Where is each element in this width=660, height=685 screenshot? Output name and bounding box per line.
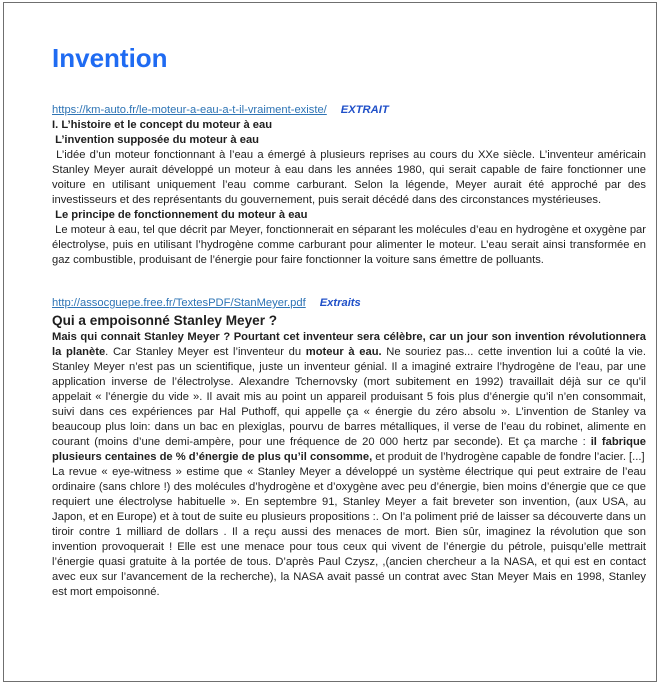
section-body [52, 311, 646, 600]
text-run: Le principe de fonctionnement du moteur à eau [52, 209, 308, 221]
paragraph [52, 148, 646, 208]
document-page [3, 2, 657, 682]
source-line [52, 102, 646, 118]
text-run: Ne souriez pas... cette invention lui a coûté la vie. Stanley Meyer n’est pas un scientifique, juste un inventeur génial. Il a imaginé extraire l’hydrogène de l’eau, par une application inverse de l’électrolyse. Alexandre Tchernovsky (mort subitement en 1992) travaillait déjà sur ce qu’il appelait « l’énergie du vide ». Il avait mis au point un appareil produisant 5 fois plus d’énergie qu’il n’en consommait, suivi dans ces expériences par Hal Puthoff, qui appelle ça « énergie du zéro absolu ». L’invention de Stanley va beaucoup plus loin: dans un bac en plexiglas, pourvu de barres métalliques, il verse de l’eau du robinet, alimente en courant (moins d’une demi-ampère, pour une fréquence de 20 000 hertz par seconde). Et ça marche : [52, 346, 647, 448]
text-run: Qui a empoisonné Stanley Meyer ? [52, 313, 278, 328]
text-run: moteur à eau. [305, 346, 382, 358]
text-run: I. L’histoire et le concept du moteur à eau [52, 119, 273, 131]
text-run: Le moteur à eau, tel que décrit par Meyer, fonctionnerait en séparant les molécules d’eau en hydrogène et oxygène par électrolyse, puis en utilisant l’hydrogène comme carburant pour alimenter le moteur. L’eau serait ainsi transformée en gaz combustible, produisant de l’énergie pour faire fonctionner la voiture sans émettre de polluants. [52, 224, 646, 266]
paragraph [52, 465, 646, 600]
section-km-auto [52, 102, 646, 268]
source-line [52, 295, 646, 311]
source-link[interactable]: http://assocguepe.free.fr/TextesPDF/StanMeyer.pdf [52, 297, 306, 309]
section-body [52, 118, 646, 268]
text-run: et produit de l’hydrogène capable de fondre l’acier. [...] [372, 451, 645, 463]
section-stan-meyer [52, 295, 646, 600]
paragraph [52, 330, 646, 465]
text-run: L’idée d’un moteur fonctionnant à l’eau a émergé à plusieurs reprises au cours du XXe siècle. L’inventeur américain Stanley Meyer aurait développé un moteur à eau dans les années 1980, qui serait capable de faire fonctionner une voiture en utilisant uniquement l’eau comme carburant. Selon la légende, Meyer aurait été approché par des investisseurs et des représentants du gouvernement, puis serait décédé dans des circonstances mystérieuses. [52, 149, 646, 206]
text-run: La revue « eye-witness » estime que « Stanley Meyer a développé un système électrique qui peut extraire de l’eau ordinaire (sans chlore !) des molécules d’hydrogène et d’oxygène avec peu d’énergie, bien moins d’énergie que ce que requiert une électrolyse habituelle ». En septembre 91, Stanley Meyer a fait breveter son invention, (aux USA, au Japon, et en Europe) et à tout de suite eu plusieurs propositions :. On l’a poliment prié de laisser sa découverte dans un tiroir contre 1 milliard de dollars . Il a reçu aussi des menaces de mort. Bien sûr, imaginez la révolution que son invention provoquerait ! Elle est une menace pour tous ceux qui vivent de l’énergie du pétrole, puisqu’elle mettrait l’énergie quasi gratuite à la portée de tous. D’après Paul Czysz, ,(ancien chercheur a la NASA, et qui est en contact avec eux sur l’avancement de la recherche), la NASA avait passé un contrat avec Stan Meyer Mais en 1998, Stanley est mort empoisonné. [52, 466, 646, 598]
section-heading [52, 311, 646, 330]
text-run: L’invention supposée du moteur à eau [52, 134, 260, 146]
text-run: Mais qui connait Stanley Meyer ? Pourtant cet inventeur sera célèbre, car un jour son invention révolutionnera la planète [52, 331, 646, 358]
section-heading [52, 133, 646, 148]
paragraph [52, 223, 646, 268]
text-run: il fabrique plusieurs centaines de % d’énergie de plus qu’il consomme, [52, 436, 646, 463]
source-link[interactable]: https://km-auto.fr/le-moteur-a-eau-a-t-il-vraiment-existe/ [52, 104, 327, 116]
text-run: . Car Stanley Meyer est l’inventeur du [105, 346, 306, 358]
section-heading [52, 118, 646, 133]
page-title: Invention [52, 43, 168, 73]
extract-tag: EXTRAIT [340, 104, 389, 116]
extract-tag: Extraits [319, 297, 361, 309]
section-heading [52, 208, 646, 223]
